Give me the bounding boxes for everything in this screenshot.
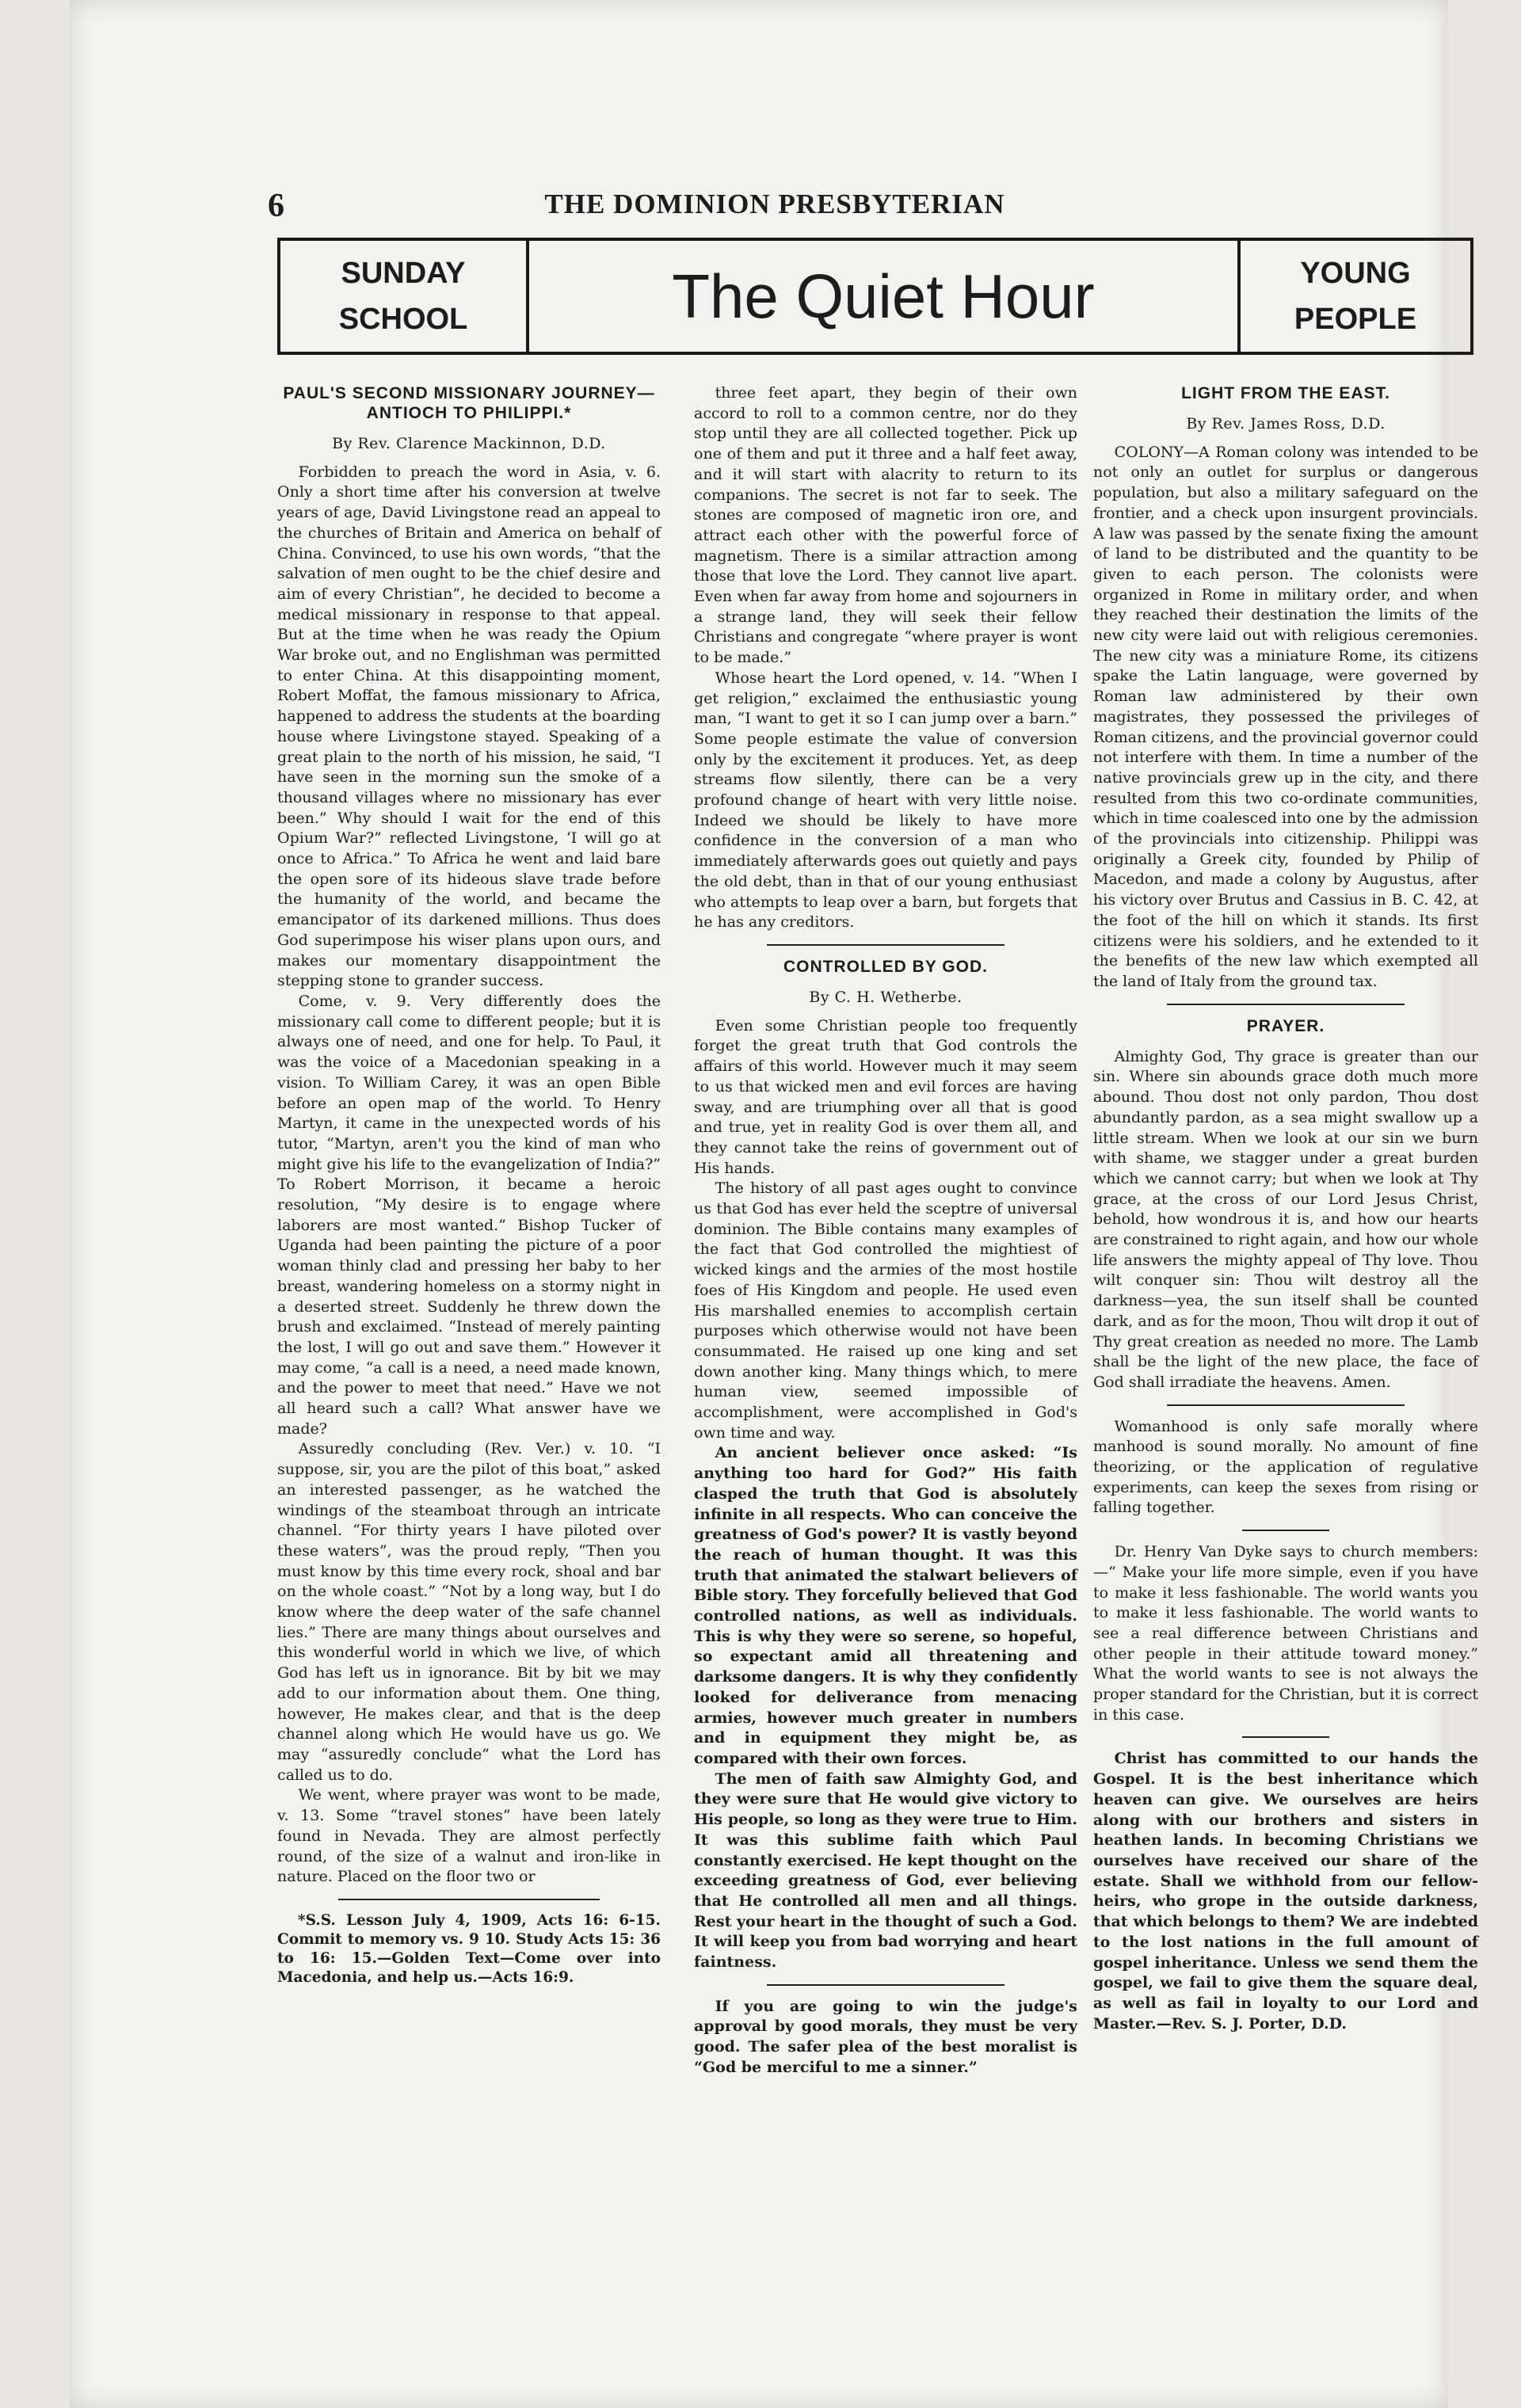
banner-right-line2: PEOPLE: [1294, 303, 1417, 336]
column-1: [277, 383, 661, 1987]
divider: [767, 944, 1004, 946]
paragraph: Christ has committed to our hands the Gospel. It is the best inheritance which heaven can give. We ourselves are heirs along with our brothers and sisters in heathen lands. In becoming Christians we ourselves have received our share of the estate. Shall we withhold from our fellow-heirs, who grope in the outside darkness, that which belongs to them? We are indebted to the lost nations in the full amount of gospel inheritance. Unless we send them the gospel, we fail to give them the square deal, as well as fail in loyalty to our Lord and Master.—Rev. S. J. Porter, D.D.: [1093, 1750, 1478, 2033]
paragraph: Womanhood is only safe morally where manhood is sound morally. No amount of fine theorizing, or the application of regulative experiments, can keep the sexes from rising or falling together.: [1093, 1417, 1478, 1517]
banner-left-line2: SCHOOL: [338, 303, 468, 336]
paragraph: three feet apart, they begin of their own accord to roll to a common centre, nor do they stop until they are all collected together. Pick up one of them and put it three and a half feet away, and it will start with alacrity to return to its companions. The secret is not far to seek. The stones are composed of magnetic iron ore, and attract each other with the powerful force of magnetism. There is a similar attraction among those that love the Lord. They cannot live apart. Even when far away from home and sojourners in a strange land, they will seek their fellow Christians and congregate “where prayer is wont to be made.”: [694, 384, 1077, 667]
paragraph: An ancient believer once asked: “Is anything too hard for God?” His faith clasped the truth that God is absolutely infinite in all respects. Who can conceive the greatness of God's power? It is vastly beyond the reach of human thought. It was this truth that animated the stalwart believers of Bible story. They forcefully believed that God controlled nations, as well as individuals. This is why they were so serene, so hopeful, so expectant amid all threatening and darksome dangers. It is why they confidently looked for deliverance from menacing armies, however much greater in numbers and in equipment they might be, as compared with their own forces.: [694, 1444, 1077, 1767]
lesson-footnote: *S.S. Lesson July 4, 1909, Acts 16: 6-15. Commit to memory vs. 9 10. Study Acts 15: 36 to 16: 15.—Golden Text—Come over into Macedonia, and help us.—Acts 16:9.: [277, 1911, 661, 1986]
page-number: 6: [268, 188, 285, 224]
divider: [1242, 1530, 1329, 1531]
divider: [767, 1984, 1004, 1986]
banner-left-box: [280, 241, 529, 352]
column-2: [694, 383, 1077, 2078]
banner-right-line1: YOUNG: [1300, 257, 1411, 290]
divider: [1167, 1004, 1405, 1005]
paragraph: The men of faith saw Almighty God, and they were sure that He would give victory to His people, so long as they were true to Him. It was this sublime faith which Paul constantly exercised. He kept thought on the exceeding greatness of God, ever believing that He controlled all men and all things. Rest your heart in the thought of such a God. It will keep you from bad worrying and heart faintness.: [694, 1770, 1077, 1972]
banner-right-box: [1237, 241, 1470, 352]
column-3: [1093, 383, 1478, 2034]
divider: [338, 1899, 600, 1900]
banner-title: The Quiet Hour: [672, 261, 1095, 331]
paragraph: We went, where prayer was wont to be made, v. 13. Some “travel stones” have been lately found in Nevada. They are almost perfectly round, of the size of a walnut and iron-like in nature. Placed on the floor two or: [277, 1786, 661, 1886]
paragraph: Come, v. 9. Very differently does the missionary call come to different people; but it is always one of need, and one for help. To Paul, it was the voice of a Macedonian speaking in a vision. To William Carey, it was an open Bible before an open map of the world. To Henry Martyn, it came in the unexpected words of his tutor, “Martyn, aren't you the kind of man who might give his life to the evangelization of India?” To Robert Morrison, it became a heroic resolution, “My desire is to engage where laborers are most wanted.” Bishop Tucker of Uganda had been painting the picture of a poor woman thinly clad and pressing her baby to her breast, wandering homeless on a stormy night in a deserted street. Suddenly he threw down the brush and exclaimed. “Instead of merely painting the lost, I will go out and save them.” However it may come, “a call is a need, a need made known, and the power to meet that need.” Have we not all heard such a call? What answer have we made?: [277, 992, 661, 1438]
newspaper-page: [70, 0, 1478, 2408]
section-banner: [277, 238, 1473, 355]
article-heading-prayer: PRAYER.: [1246, 1016, 1325, 1035]
article-heading-controlled-by-god: CONTROLLED BY GOD.: [783, 957, 988, 976]
paragraph: Whose heart the Lord opened, v. 14. “When I get religion,” exclaimed the enthusiastic young man, “I want to get it so I can jump over a barn.” Some people estimate the value of conversion only by the excitement it produces. Yet, as deep streams flow silently, there can be a very profound change of heart with very little noise. Indeed we should be likely to have more confidence in the conversion of a man who immediately afterwards goes out quietly and pays the old debt, than in that of our young enthusiast who attempts to leap over a barn, but forgets that he has any creditors.: [694, 669, 1077, 932]
paragraph: Forbidden to preach the word in Asia, v. 6. Only a short time after his conversion at twelve years of age, David Livingstone read an appeal to the churches of Britain and America on behalf of China. Convinced, to use his own words, “that the salvation of men ought to be the chief desire and aim of every Christian”, he decided to become a medical missionary in response to that appeal. But at the time when he was ready the Opium War broke out, and no Englishman was permitted to enter China. At this disappointing moment, Robert Moffat, the famous missionary to Africa, happened to address the students at the boarding house where Livingstone stayed. Speaking of a great plain to the north of his mission, he said, “I have seen in the morning sun the smoke of a thousand villages where no missionary has ever been.” Why should I wait for the end of this Opium War?” reflected Livingstone, ‘I will go at once to Africa.” To Africa he went and laid bare the open sore of its hideous slave trade before the humanity of the world, and became the emancipator of its darkened millions. Thus does God superimpose his wiser plans upon ours, and makes our momentary disappointment the stepping stone to grander success.: [277, 463, 661, 990]
paragraph: COLONY—A Roman colony was intended to be not only an outlet for surplus or dangerous population, but also a military safeguard on the frontier, and a check upon insurgent provincials. A law was passed by the senate fixing the amount of land to be distributed and the quantity to be given to each person. The colonists were organized in Rome in military order, and when they reached their destination the limits of the new city were laid out with religious ceremonies. The new city was a miniature Rome, its citizens spake the Latin language, were governed by Roman law administered by their own magistrates, they possessed the privileges of Roman citizens, and the provincial governor could not interfere with them. In time a number of the native provincials grew up in the city, and there resulted from this two co-ordinate communities, which in time coalesced into one by the admission of the provincials into citizenship. Philippi was originally a Greek city, founded by Philip of Macedon, and made a colony by Augustus, after his victory over Brutus and Cassius in B. C. 42, at the foot of the hill on which it stands. Its first citizens were his soldiers, and he extended to it the benefits of the new law which exempted all the land of Italy from the ground tax.: [1093, 443, 1478, 990]
article-heading-light-from-the-east: LIGHT FROM THE EAST.: [1181, 384, 1390, 402]
running-header: [268, 187, 1282, 227]
banner-left-line1: SUNDAY: [341, 257, 466, 290]
paragraph: Dr. Henry Van Dyke says to church members:—“ Make your life more simple, even if you have to make it less fashionable. The world wants you to make it less fashionable. The world wants to see a real difference between Christians and other people in their attitude toward money.” What the world wants to see is not always the proper standard for the Christian, but it is correct in this case.: [1093, 1543, 1478, 1724]
paragraph: Almighty God, Thy grace is greater than our sin. Where sin abounds grace doth much more abound. Thou dost not only pardon, Thou dost abundantly pardon, as a sea might swallow up a little stream. When we look at our sin we burn with shame, we stagger under a great burden which we cannot carry; but when we look at Thy grace, at the cross of our Lord Jesus Christ, behold, how wondrous it is, and how our hearts are constrained to right again, and how our whole life answers the mighty appeal of Thy love. Thou wilt conquer sin: Thou wilt destroy all the darkness—yea, the sun itself shall be counted dark, and as for the moon, Thou wilt drop it out of Thy great creation as needed no more. The Lamb shall be the light of the new place, the face of God shall irradiate the heavens. Amen.: [1093, 1047, 1478, 1391]
paragraph: Even some Christian people too frequently forget the great truth that God controls the affairs of this world. However much it may seem to us that wicked men and evil forces are having sway, and are triumphing over all that is good and true, yet in reality God is over them all, and they cannot take the reins of government out of His hands.: [694, 1016, 1077, 1177]
byline-ross: By Rev. James Ross, D.D.: [1186, 415, 1386, 432]
paragraph: If you are going to win the judge's approval by good morals, they must be very good. The safer plea of the best moralist is “God be merciful to me a sinner.”: [694, 1997, 1077, 2076]
paragraph: The history of all past ages ought to convince us that God has ever held the sceptre of universal dominion. The Bible contains many examples of the fact that God controlled the mightiest of wicked kings and the armies of the most hostile foes of His Kingdom and people. He used even His marshalled enemies to accomplish certain purposes which otherwise would not have been consummated. He raised up one king and set down another king. Many things which, to mere human view, seemed impossible of accomplishment, were accomplished in God's own time and way.: [694, 1179, 1077, 1442]
article-heading-pauls-journey: PAUL'S SECOND MISSIONARY JOURNEY—ANTIOCH TO PHILIPPI.*: [283, 384, 655, 422]
publication-title: THE DOMINION PRESBYTERIAN: [544, 189, 1005, 219]
divider: [1242, 1736, 1329, 1738]
divider: [1167, 1404, 1405, 1406]
paragraph: Assuredly concluding (Rev. Ver.) v. 10. “I suppose, sir, you are the pilot of this boat,” asked an interested passenger, as he watched the windings of the steamboat through an intricate channel. “For thirty years I have piloted over these waters”, was the proud reply, “Then you must know by this time every rock, shoal and bar on the whole coast.” “Not by a long way, but I do know where the deep water of the safe channel lies.” There are many things about ourselves and this wonderful world in which we live, of which God has left us in ignorance. Bit by bit we may add to our information about them. One thing, however, He makes clear, and that is the deep channel along which He would have us go. We may “assuredly conclude” what the Lord has called us to do.: [277, 1440, 661, 1784]
byline-mackinnon: By Rev. Clarence Mackinnon, D.D.: [332, 435, 606, 452]
byline-wetherbe: By C. H. Wetherbe.: [809, 988, 963, 1006]
